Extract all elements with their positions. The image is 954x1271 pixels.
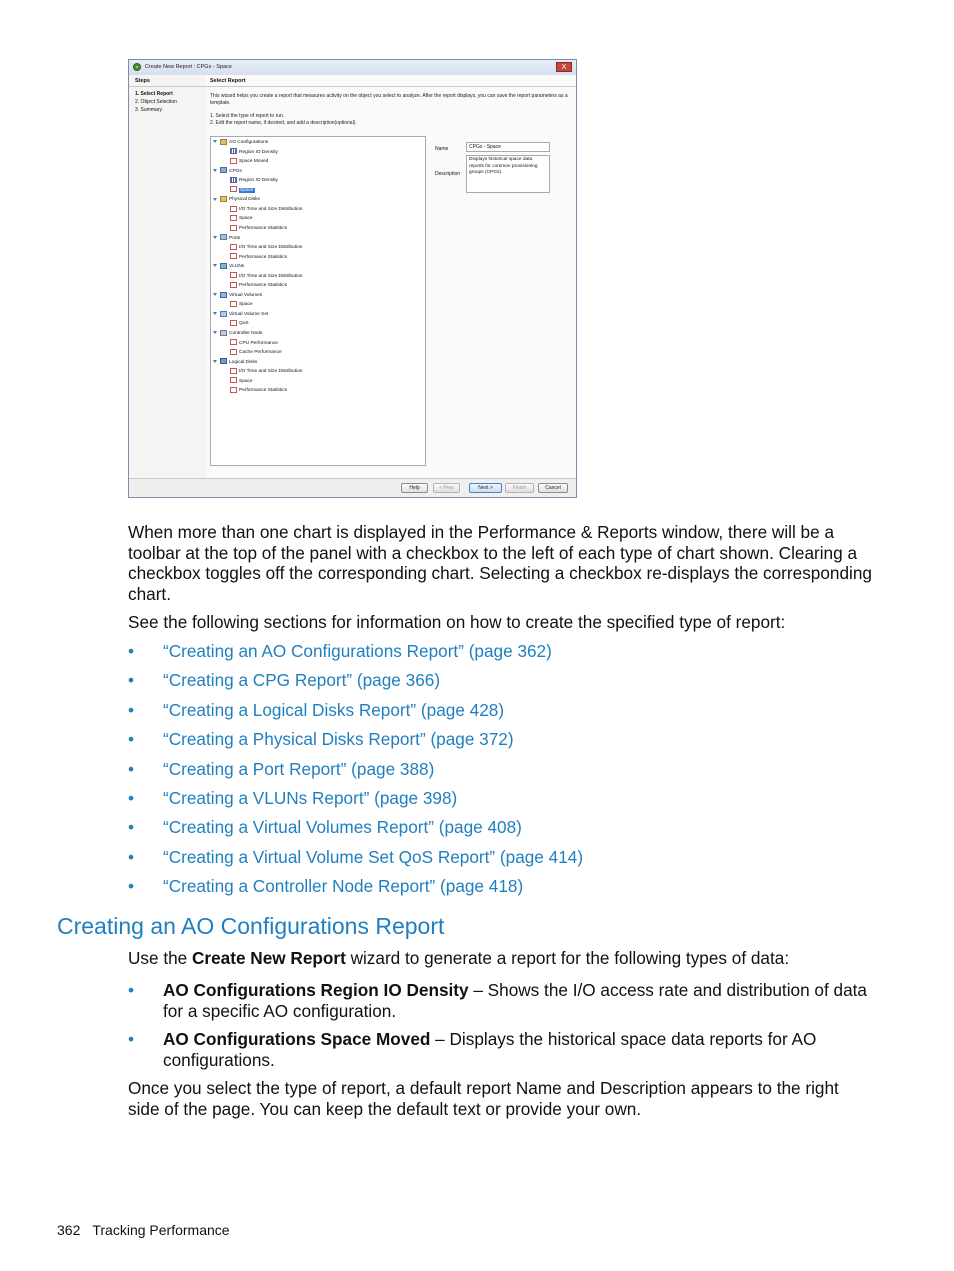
- pdf-report-icon: [230, 339, 237, 345]
- paragraph-see-sections: See the following sections for information on how to create the specified type of report:: [128, 612, 786, 632]
- virtual-volume-folder-icon: [220, 292, 227, 298]
- tree-item-label: QoS: [239, 321, 249, 327]
- pdf-report-icon: [230, 320, 237, 326]
- tree-category[interactable]: [213, 138, 268, 147]
- list-item[interactable]: [128, 875, 583, 904]
- link-controller-node-report[interactable]: “Creating a Controller Node Report” (page 418): [163, 876, 524, 897]
- pdf-report-icon: [230, 349, 237, 355]
- bullet-icon: •: [128, 980, 135, 1000]
- paragraph-default-name: Once you select the type of report, a default report Name and Description appears to the right side of the page. You can keep the default text or provide your own.: [128, 1078, 839, 1119]
- section-title: Creating an AO Configurations Report: [57, 913, 445, 939]
- page-number: 362: [57, 1222, 81, 1238]
- create-new-report-window: [128, 59, 577, 498]
- tree-item-label: Space: [240, 187, 254, 193]
- ao-region-io-density-item: [163, 980, 868, 1021]
- expand-toggle-icon[interactable]: [213, 312, 217, 315]
- description-label: Description: [435, 171, 461, 177]
- list-item[interactable]: [128, 669, 583, 698]
- pdf-report-icon: [230, 253, 237, 259]
- pdf-report-icon: [230, 301, 237, 307]
- create-new-report-term: Create New Report: [192, 948, 346, 968]
- bullet-icon: •: [128, 846, 135, 867]
- tree-report-item[interactable]: [230, 253, 287, 262]
- bar-chart-icon: [230, 148, 237, 154]
- finish-button[interactable]: Finish: [505, 483, 534, 493]
- item-term: AO Configurations Space Moved: [163, 1029, 431, 1049]
- tree-report-item[interactable]: [230, 319, 249, 328]
- link-virtual-volumes-report[interactable]: “Creating a Virtual Volumes Report” (page 408): [163, 817, 522, 838]
- bullet-icon: •: [128, 817, 135, 838]
- name-field[interactable]: CPGs - Space: [466, 142, 550, 152]
- pdf-report-icon: [230, 282, 237, 288]
- use-prefix: Use the: [128, 948, 193, 968]
- tree-item-label: Region IO Density: [239, 178, 278, 184]
- list-item[interactable]: [128, 728, 583, 757]
- bullet-icon: •: [128, 787, 135, 808]
- tree-report-item[interactable]: [230, 243, 302, 252]
- item-description: – Shows the I/O access rate and distribution of data for a specific AO configuration.: [163, 980, 867, 1021]
- tree-item-label: Performance Statistics: [239, 283, 287, 289]
- tree-category[interactable]: [213, 167, 242, 176]
- pdf-report-icon: [230, 377, 237, 383]
- link-virtual-volume-set-qos-report[interactable]: “Creating a Virtual Volume Set QoS Report” (page 414): [163, 846, 584, 867]
- close-icon[interactable]: X: [556, 62, 572, 72]
- tree-item-label: Performance Statistics: [239, 225, 287, 231]
- pdf-report-icon: [230, 215, 237, 221]
- bullet-icon: •: [128, 729, 135, 750]
- paragraph-charts-toolbar: When more than one chart is displayed in the Performance & Reports window, there will be a toolbar at the top of the panel with a checkbox to the left of each type of chart shown. Clearing a checkbox toggles off the corresponding chart. Selecting a checkbox re-displays the corresponding chart.: [128, 522, 872, 604]
- tree-report-item[interactable]: [230, 281, 287, 290]
- tree-item-label: Space: [239, 216, 253, 222]
- wizard-body: [129, 75, 576, 479]
- next-button[interactable]: Next >: [469, 483, 502, 493]
- tree-category[interactable]: [213, 358, 257, 367]
- tree-report-item[interactable]: [230, 224, 287, 233]
- use-suffix: wizard to generate a report for the following types of data:: [345, 948, 790, 968]
- tree-item-label: CPGs: [229, 168, 242, 174]
- tree-report-item[interactable]: [230, 214, 253, 223]
- pdf-report-icon: [230, 272, 237, 278]
- physical-disk-folder-icon: [220, 196, 227, 202]
- tree-category[interactable]: [213, 234, 240, 243]
- virtual-volume-set-folder-icon: [220, 311, 227, 317]
- paragraph-use-wizard: [128, 948, 873, 969]
- tree-item-label: Virtual Volumes: [229, 292, 263, 298]
- wizard-intro-text: This wizard helps you create a report that measures activity on the object you select to analyze. After the report displays, you can save the report parameters as a template.: [210, 93, 568, 106]
- tree-report-item[interactable]: [230, 176, 278, 185]
- tree-report-item[interactable]: [230, 272, 302, 281]
- tree-report-item[interactable]: [230, 386, 287, 395]
- tree-category[interactable]: [213, 291, 262, 300]
- wizard-button-bar: [129, 478, 576, 497]
- tree-item-label: Region IO Density: [239, 149, 278, 155]
- instruction-2: 2. Edit the report name, if desired, and add a description(optional).: [210, 120, 357, 126]
- tree-item-label: I/O Time and Size Distribution: [239, 369, 303, 375]
- expand-toggle-icon[interactable]: [213, 293, 217, 296]
- tree-report-item[interactable]: [230, 186, 255, 195]
- window-title-bar: [129, 60, 576, 76]
- tree-item-label: Ports: [229, 235, 241, 241]
- expand-toggle-icon[interactable]: [213, 236, 217, 239]
- tree-item-label: I/O Time and Size Distribution: [239, 245, 303, 251]
- bullet-icon: •: [128, 641, 135, 661]
- expand-toggle-icon[interactable]: [213, 331, 217, 334]
- pdf-report-icon: [230, 225, 237, 231]
- link-port-report[interactable]: “Creating a Port Report” (page 388): [163, 758, 435, 779]
- link-logical-disks-report[interactable]: “Creating a Logical Disks Report” (page 428): [163, 699, 505, 720]
- bullet-icon: •: [128, 670, 135, 691]
- steps-panel: [129, 75, 207, 479]
- tree-report-item[interactable]: [230, 300, 253, 309]
- bullet-icon: •: [128, 1029, 135, 1049]
- tree-item-label: Cache Performance: [239, 350, 282, 356]
- tree-report-item[interactable]: [230, 157, 268, 166]
- expand-toggle-icon[interactable]: [213, 169, 217, 172]
- steps-list: [129, 87, 206, 117]
- report-type-tree[interactable]: [210, 136, 426, 466]
- tree-report-item[interactable]: [230, 367, 302, 376]
- list-item[interactable]: [128, 699, 583, 728]
- window-title: Create New Report : CPGs - Space: [145, 64, 232, 70]
- step-summary: 3. Summary: [135, 107, 162, 113]
- tree-item-label: Physical Disks: [229, 197, 260, 203]
- pdf-report-icon: [230, 387, 237, 393]
- link-cpg-report[interactable]: “Creating a CPG Report” (page 366): [163, 670, 441, 691]
- step-select-report: 1. Select Report: [135, 91, 173, 97]
- instruction-1: 1. Select the type of report to run.: [210, 113, 285, 119]
- expand-toggle-icon[interactable]: [213, 360, 217, 363]
- link-vluns-report[interactable]: “Creating a VLUNs Report” (page 398): [163, 787, 458, 808]
- pdf-report-icon: [230, 206, 237, 212]
- tree-item-label: Space: [239, 378, 253, 384]
- tree-category[interactable]: [213, 262, 244, 271]
- list-item[interactable]: [128, 787, 583, 816]
- ao-space-moved-item: [163, 1029, 868, 1070]
- tree-category[interactable]: [213, 329, 263, 338]
- list-item: [128, 1029, 868, 1071]
- list-item[interactable]: [128, 816, 583, 845]
- tree-category[interactable]: [213, 195, 260, 204]
- tree-item-label: Space: [239, 302, 253, 308]
- pdf-report-icon: [230, 244, 237, 250]
- tree-item-label: I/O Time and Size Distribution: [239, 206, 303, 212]
- tree-item-label: Virtual Volume Set: [229, 311, 269, 317]
- pdf-report-icon: [230, 158, 237, 164]
- page-footer: [57, 1222, 230, 1238]
- bullet-icon: •: [128, 758, 135, 779]
- tree-report-item[interactable]: [230, 377, 253, 386]
- cancel-button[interactable]: Cancel: [538, 483, 568, 493]
- tree-item-label: I/O Time and Size Distribution: [239, 273, 303, 279]
- pdf-report-icon: [230, 368, 237, 374]
- tree-item-label: VLUNs: [229, 264, 245, 270]
- tree-report-item[interactable]: [230, 339, 278, 348]
- ao-folder-icon: [220, 139, 227, 145]
- link-physical-disks-report[interactable]: “Creating a Physical Disks Report” (page 372): [163, 729, 514, 750]
- tree-item-label: Controller Node: [229, 331, 263, 336]
- tree-category[interactable]: [213, 310, 268, 319]
- list-item: [128, 980, 868, 1022]
- tree-item-label: Logical Disks: [229, 359, 258, 365]
- expand-toggle-icon[interactable]: [213, 264, 217, 267]
- wizard-instructions: [210, 113, 357, 127]
- list-item[interactable]: [128, 640, 583, 669]
- pdf-report-icon: [230, 186, 237, 192]
- help-button[interactable]: Help: [401, 483, 428, 493]
- report-links-list: [128, 640, 583, 905]
- tree-item-label: Space Moved: [239, 159, 269, 165]
- expand-toggle-icon[interactable]: [213, 140, 217, 143]
- expand-toggle-icon[interactable]: [213, 198, 217, 201]
- cpg-folder-icon: [220, 167, 227, 173]
- bar-chart-icon: [230, 177, 237, 183]
- logical-disk-folder-icon: [220, 358, 227, 364]
- steps-header: Steps: [129, 75, 206, 87]
- bullet-icon: •: [128, 699, 135, 720]
- description-field[interactable]: Displays historical space data reports for common provisioning groups (CPGs).: [466, 155, 550, 193]
- tree-report-item[interactable]: [230, 348, 282, 357]
- item-term: AO Configurations Region IO Density: [163, 980, 469, 1000]
- bullet-icon: •: [128, 876, 135, 897]
- name-label: Name: [435, 146, 449, 152]
- controller-node-folder-icon: [220, 330, 227, 336]
- item-description: – Displays the historical space data reports for AO configurations.: [163, 1029, 817, 1070]
- tree-item-label: Performance Statistics: [239, 254, 287, 260]
- tree-report-item[interactable]: [230, 205, 302, 214]
- link-ao-configurations-report[interactable]: “Creating an AO Configurations Report” (page 362): [163, 641, 552, 661]
- tree-report-item[interactable]: [230, 148, 278, 157]
- app-logo-icon: [133, 63, 141, 71]
- content-header: Select Report: [206, 75, 576, 87]
- footer-section: Tracking Performance: [92, 1222, 230, 1238]
- tree-item-label: Performance Statistics: [239, 388, 287, 394]
- port-folder-icon: [220, 234, 227, 240]
- select-report-panel: [206, 75, 576, 479]
- vlun-folder-icon: [220, 263, 227, 269]
- tree-item-label: CPU Performance: [239, 340, 278, 346]
- prev-button[interactable]: < Prev: [433, 483, 460, 493]
- step-object-selection: 2. Object Selection: [135, 99, 177, 105]
- list-item[interactable]: [128, 846, 583, 875]
- list-item[interactable]: [128, 758, 583, 787]
- tree-item-label: AO Configurations: [229, 140, 269, 145]
